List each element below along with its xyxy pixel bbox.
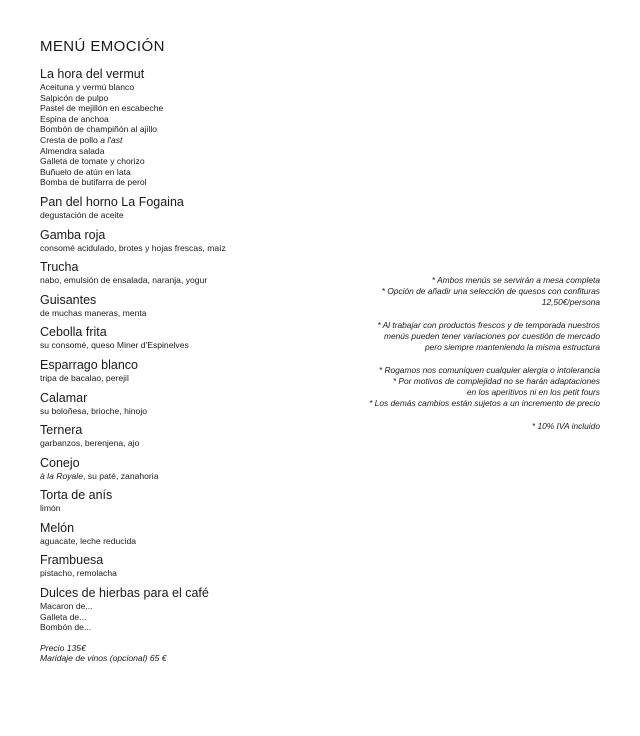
note-group — [300, 365, 600, 409]
course-desc: tripa de bacalao, perejil — [40, 372, 129, 383]
dulces-item: Bombón de... — [40, 622, 92, 633]
menu-list — [40, 67, 340, 664]
vermut-item-text: Cresta de pollo — [40, 134, 101, 145]
course-desc: degustación de aceite — [40, 209, 124, 220]
course-desc-text: , su paté, zanahoria — [83, 470, 159, 481]
course-item — [40, 358, 340, 384]
vermut-item-italic: a l'ast — [100, 134, 123, 145]
course-desc: nabo, emulsión de ensalada, naranja, yogur — [40, 275, 208, 286]
course-name: Pan del horno La Fogaina — [40, 194, 184, 209]
vermut-item: Almendra salada — [40, 145, 105, 156]
course-item — [40, 423, 340, 449]
course-name: Conejo — [40, 455, 80, 470]
dulces-item: Galleta de... — [40, 611, 87, 622]
course-name: Trucha — [40, 260, 79, 275]
notes-block — [300, 275, 600, 444]
course-item — [40, 521, 340, 547]
course-item — [40, 260, 340, 286]
course-name: Esparrago blanco — [40, 357, 138, 372]
vermut-item: Bomba de butifarra de perol — [40, 177, 147, 188]
course-item — [40, 325, 340, 351]
course-item — [40, 488, 340, 514]
note-line: en los aperitivos ni en los petit fours — [466, 387, 600, 397]
vermut-item: Salpicón de pulpo — [40, 92, 109, 103]
note-line: * 10% IVA incluido — [531, 421, 600, 431]
vermut-item: Galleta de tomate y chorizo — [40, 156, 145, 167]
course-desc: garbanzos, berenjena, ajo — [40, 438, 140, 449]
course-dulces — [40, 586, 340, 633]
course-item — [40, 293, 340, 319]
course-name: Torta de anís — [40, 488, 113, 503]
course-name: Gamba roja — [40, 227, 106, 242]
vermut-item — [40, 135, 340, 146]
course-name: La hora del vermut — [40, 67, 145, 81]
note-group — [300, 275, 600, 308]
course-name: Melón — [40, 520, 75, 535]
price-block — [40, 643, 340, 664]
note-group — [300, 320, 600, 353]
course-desc: aguacate, leche reducida — [40, 535, 137, 546]
course-name: Guisantes — [40, 292, 97, 307]
vermut-item: Buñuelo de atún en lata — [40, 166, 131, 177]
note-line: menús pueden tener variaciones por cuestión de mercado — [383, 331, 600, 341]
dulces-item: Macaron de... — [40, 601, 93, 612]
vermut-item: Bombón de champiñón al ajillo — [40, 124, 158, 135]
note-line: * Por motivos de complejidad no se harán adaptaciones — [392, 376, 600, 386]
course-item — [40, 553, 340, 579]
course-name: Calamar — [40, 390, 88, 405]
course-item — [40, 391, 340, 417]
course-desc: su consomé, queso Miner d'Espinelves — [40, 340, 189, 351]
note-line: pero siempre manteniendo la misma estructura — [424, 342, 600, 352]
wine-pairing-price: Maridaje de vinos (opcional) 65 € — [40, 653, 167, 664]
course-name: Dulces de hierbas para el café — [40, 586, 209, 601]
course-desc-italic: à la Royale — [40, 470, 83, 481]
note-line: 12,50€/persona — [541, 297, 600, 307]
course-name: Ternera — [40, 423, 83, 438]
note-line: * Opción de añadir una selección de quesos con confituras — [381, 286, 600, 296]
course-vermut — [40, 67, 340, 188]
note-line: * Rogamos nos comuniquen cualquier alergia o intolerancia — [378, 365, 600, 375]
course-name: Cebolla frita — [40, 325, 107, 340]
course-name: Frambuesa — [40, 553, 104, 568]
course-desc — [40, 471, 340, 482]
note-line: * Ambos menús se servirán a mesa completa — [431, 275, 600, 285]
course-desc: pistacho, remolacha — [40, 568, 117, 579]
course-desc: de muchas maneras, menta — [40, 307, 147, 318]
course-item — [40, 456, 340, 482]
note-line: * Los demás cambios están sujetos a un incremento de precio — [369, 398, 600, 408]
course-desc: consomé acidulado, brotes y hojas frescas, maíz — [40, 242, 226, 253]
course-desc: su boloñesa, brioche, hinojo — [40, 405, 148, 416]
page-title: MENÚ EMOCIÓN — [40, 38, 165, 55]
vermut-item: Espina de anchoa — [40, 113, 109, 124]
vermut-item: Aceituna y vermú blanco — [40, 82, 135, 92]
vermut-item: Pastel de mejillón en escabeche — [40, 103, 164, 114]
note-group — [300, 421, 600, 432]
course-desc: limón — [40, 503, 61, 514]
course-item — [40, 228, 340, 254]
note-line: * Al trabajar con productos frescos y de temporada nuestros — [377, 320, 600, 330]
menu-price: Precio 135€ — [40, 642, 86, 653]
course-item — [40, 195, 340, 221]
